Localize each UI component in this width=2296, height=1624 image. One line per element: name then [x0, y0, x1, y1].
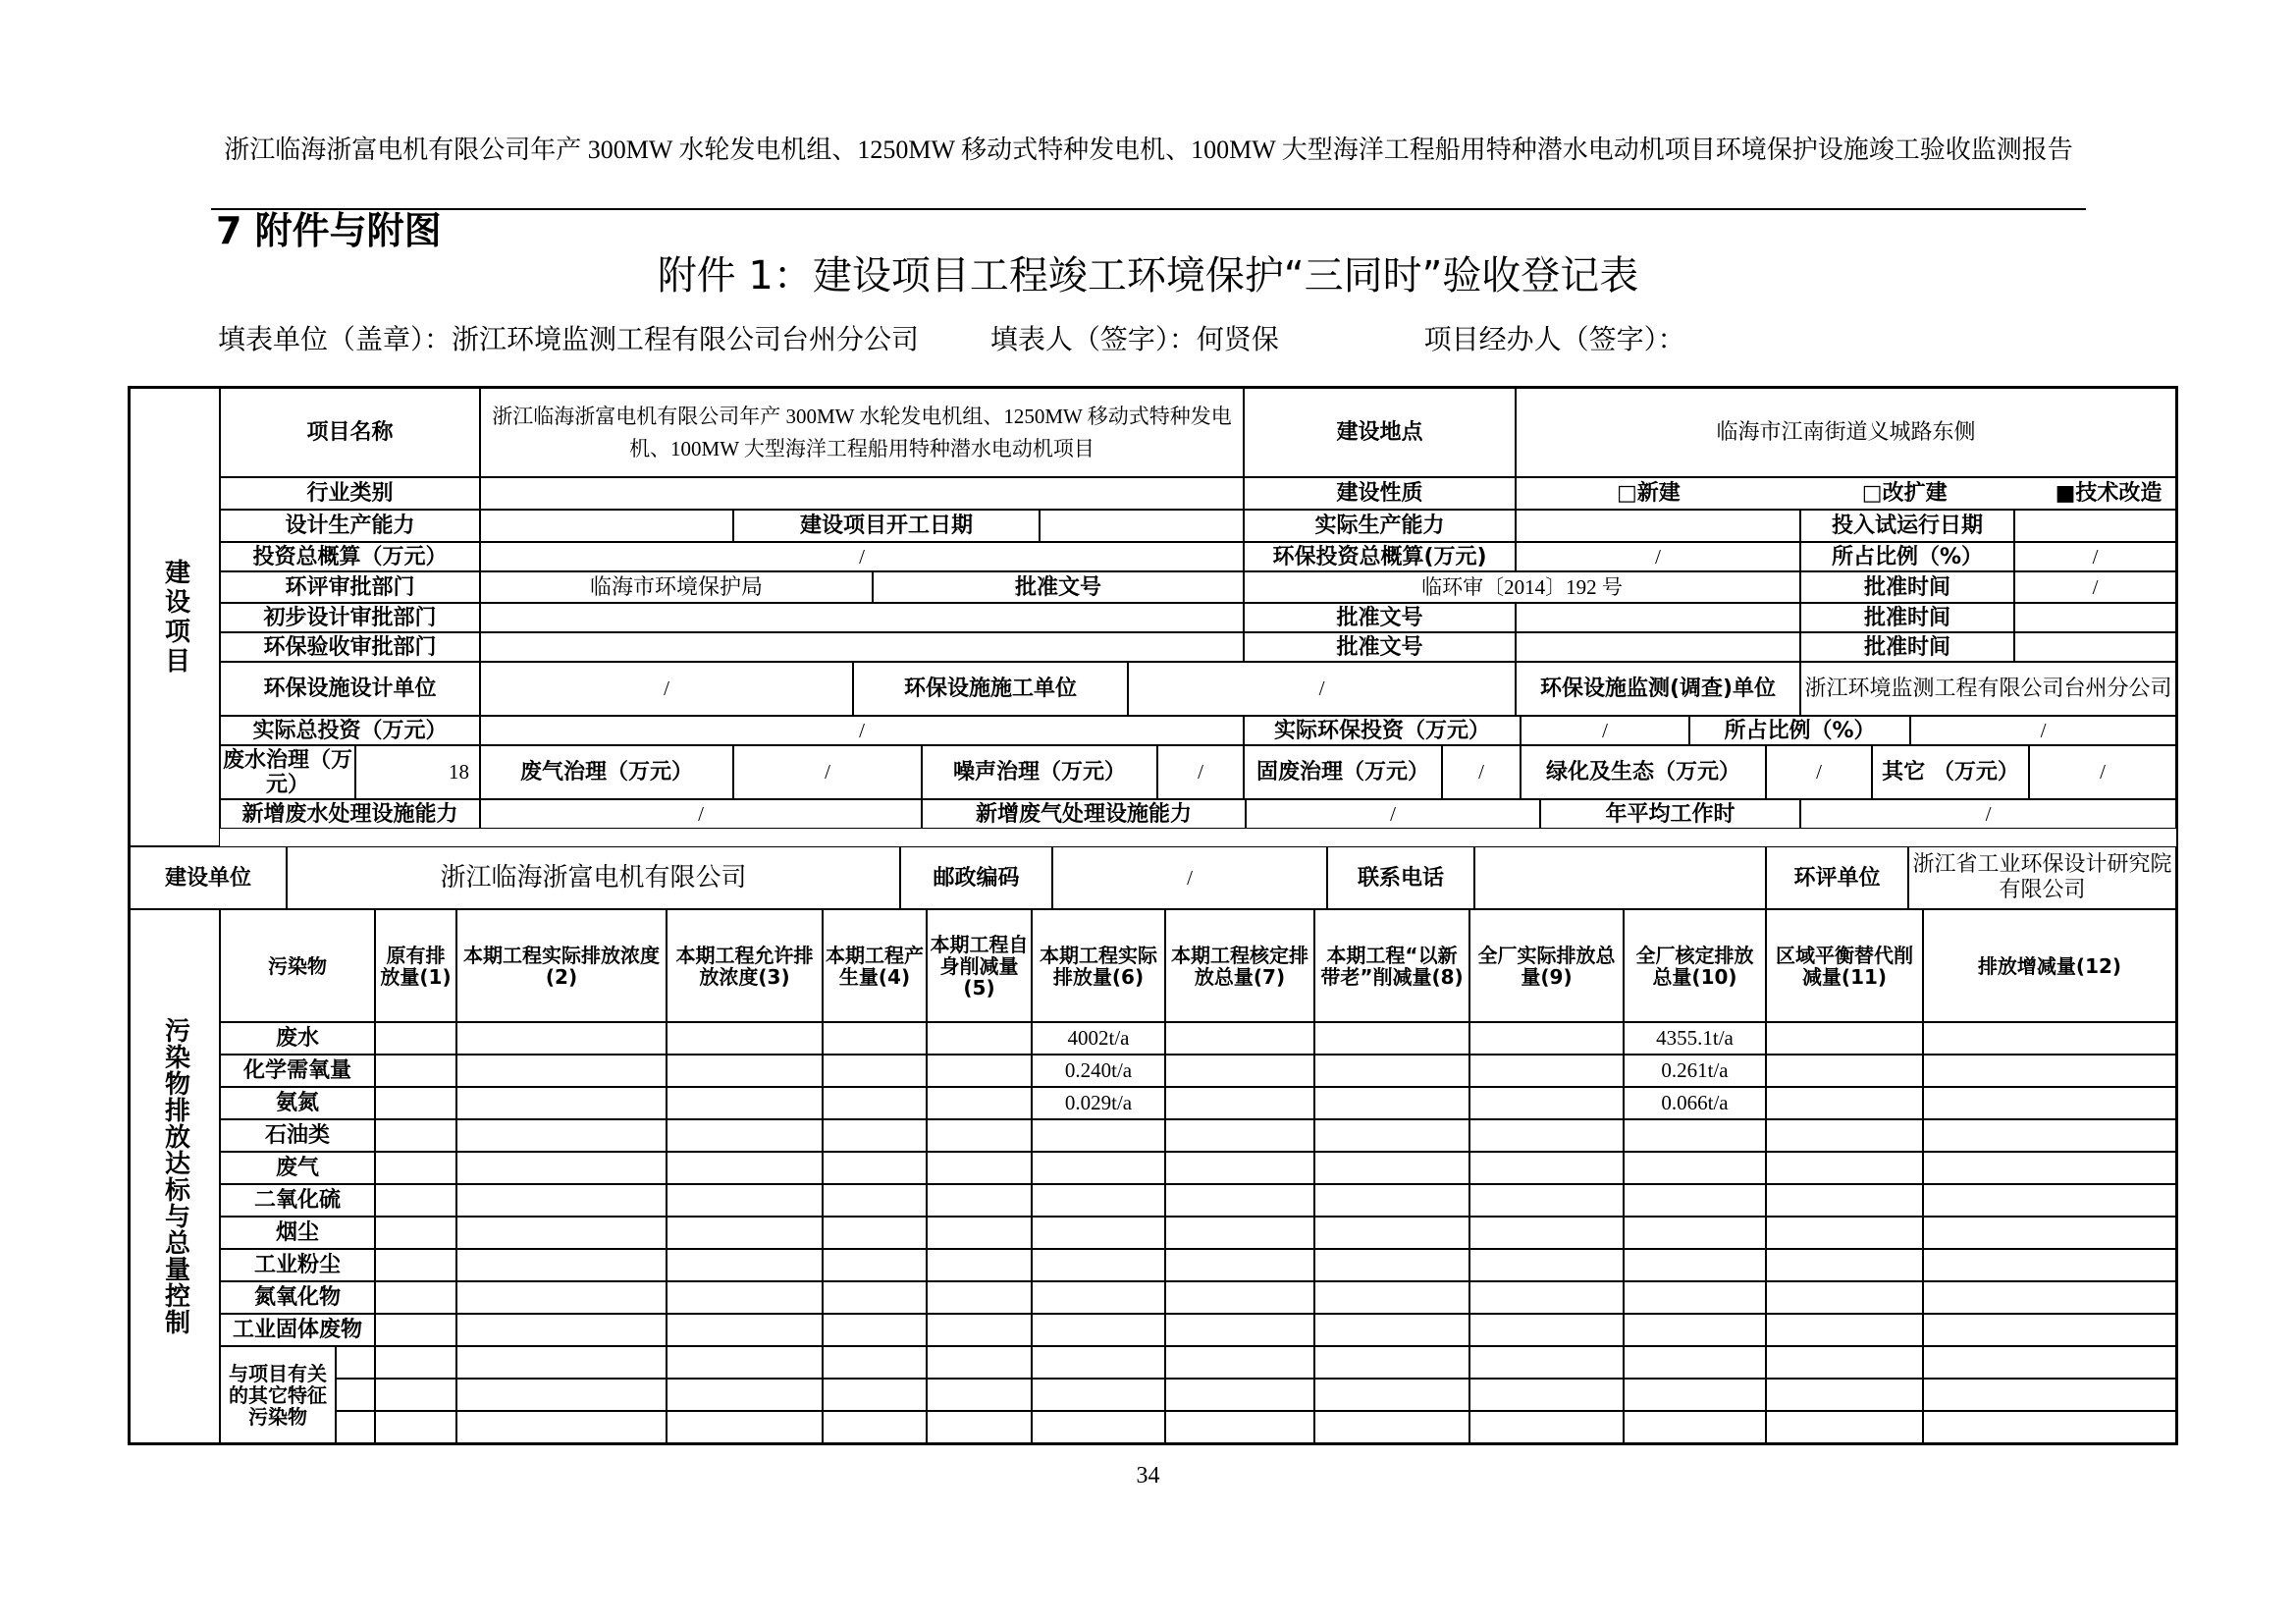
value-phone: [1474, 846, 1766, 909]
pollutant-header-col-13: 排放增减量(12): [1923, 909, 2176, 1022]
empty-cell: [823, 1087, 927, 1119]
empty-cell: [1314, 1411, 1469, 1443]
empty-cell: [1314, 1379, 1469, 1411]
empty-cell: [1766, 1249, 1923, 1281]
empty-cell: [1469, 1217, 1624, 1249]
label-approval-no: 批准文号: [873, 571, 1244, 603]
empty-cell: [456, 1346, 667, 1379]
empty-cell: [823, 1119, 927, 1152]
empty-cell: [823, 1346, 927, 1379]
empty-cell: [1766, 1379, 1923, 1411]
value-actual-capacity: [1516, 510, 1800, 542]
pollutant-header-col-7: 本期工程实际排放量(6): [1032, 909, 1165, 1022]
pollutant-name: 化学需氧量: [220, 1055, 375, 1087]
empty-cell: [1766, 1152, 1923, 1184]
nature-expand: □改扩建: [1861, 481, 1948, 506]
actual-emission-cell: 4002t/a: [1032, 1022, 1165, 1055]
manager: 项目经办人（签字）：: [1423, 323, 1685, 355]
label-design-capacity: 设计生产能力: [220, 510, 480, 542]
empty-cell: [1766, 1022, 1923, 1055]
empty-cell: [456, 1249, 667, 1281]
value-env-investment-budget: /: [1516, 542, 1800, 571]
empty-cell: [1923, 1314, 2176, 1346]
empty-cell: [1032, 1411, 1165, 1443]
empty-cell: [667, 1087, 823, 1119]
pollutant-name: 氮氧化物: [220, 1281, 375, 1314]
empty-cell: [1314, 1184, 1469, 1217]
annex-title: 附件 1：建设项目工程竣工环境保护“三同时”验收登记表: [657, 253, 1639, 298]
actual-emission-cell: 0.240t/a: [1032, 1055, 1165, 1087]
label-actual-capacity: 实际生产能力: [1244, 510, 1516, 542]
empty-cell: [927, 1022, 1032, 1055]
empty-cell: [1469, 1087, 1624, 1119]
empty-cell: [456, 1055, 667, 1087]
empty-cell: [667, 1249, 823, 1281]
value-eia-unit: 浙江省工业环保设计研究院有限公司: [1908, 846, 2176, 909]
label-solid-treatment: 固废治理（万元）: [1244, 745, 1442, 799]
empty-cell: [823, 1411, 927, 1443]
value-other: /: [2029, 745, 2176, 799]
value-acceptance-dept: [480, 632, 1244, 662]
actual-emission-cell: [1032, 1184, 1165, 1217]
section-title: 7 附件与附图: [216, 209, 442, 252]
label-env-investment-budget: 环保投资总概算(万元): [1244, 542, 1516, 571]
empty-cell: [1165, 1184, 1314, 1217]
other-pollutants-label: 与项目有关的其它特征污染物: [220, 1346, 336, 1443]
value-new-ww-capacity: /: [480, 799, 922, 829]
empty-cell: [1469, 1379, 1624, 1411]
empty-cell: [667, 1346, 823, 1379]
empty-cell: [1165, 1022, 1314, 1055]
value-prelim-dept: [480, 603, 1244, 632]
label-investment-budget: 投资总概算（万元）: [220, 542, 480, 571]
empty-cell: [1766, 1346, 1923, 1379]
header-divider: [211, 208, 2086, 210]
label-other: 其它 （万元）: [1872, 745, 2029, 799]
value-nature: [1516, 477, 2176, 510]
value-approval-no: 临环审〔2014〕192 号: [1244, 571, 1800, 603]
pollutant-name: 工业固体废物: [220, 1314, 375, 1346]
value-investment-budget: /: [480, 542, 1244, 571]
label-ratio: 所占比例（%）: [1800, 542, 2014, 571]
empty-cell: [927, 1055, 1032, 1087]
actual-emission-cell: [1032, 1119, 1165, 1152]
value-actual-env-investment: /: [1521, 716, 1689, 745]
empty-cell: [375, 1249, 456, 1281]
total-emission-cell: 0.261t/a: [1624, 1055, 1766, 1087]
empty-cell: [823, 1281, 927, 1314]
empty-cell: [1165, 1152, 1314, 1184]
pollutant-name: 废气: [220, 1152, 375, 1184]
pollutant-name: 烟尘: [220, 1217, 375, 1249]
other-pollutant-name-cell: [336, 1411, 375, 1443]
value-wastewater-treatment: 18: [355, 745, 480, 799]
section-pollutants-label: 污染物排放达标与总量控制: [130, 909, 220, 1443]
empty-cell: [1165, 1217, 1314, 1249]
empty-cell: [1165, 1411, 1314, 1443]
empty-cell: [1923, 1346, 2176, 1379]
empty-cell: [927, 1249, 1032, 1281]
value-approval-time: /: [2014, 571, 2176, 603]
empty-cell: [667, 1022, 823, 1055]
total-emission-cell: [1624, 1249, 1766, 1281]
empty-cell: [1469, 1055, 1624, 1087]
pollutant-header-col-3: 本期工程实际排放浓度(2): [456, 909, 667, 1022]
acceptance-registration-form: [128, 386, 2178, 1445]
value-acceptance-approval-time: [2014, 632, 2176, 662]
label-location: 建设地点: [1244, 388, 1516, 477]
label-eia-unit: 环评单位: [1766, 846, 1908, 909]
label-trial-date: 投入试运行日期: [1800, 510, 2014, 542]
empty-cell: [1923, 1379, 2176, 1411]
empty-cell: [1766, 1184, 1923, 1217]
empty-cell: [927, 1314, 1032, 1346]
nature-new: □新建: [1617, 481, 1681, 506]
value-prelim-approval-time: [2014, 603, 2176, 632]
empty-cell: [1165, 1314, 1314, 1346]
label-start-date: 建设项目开工日期: [733, 510, 1040, 542]
value-acceptance-approval-no: [1516, 632, 1800, 662]
value-actual-investment: /: [480, 716, 1244, 745]
actual-emission-cell: [1032, 1314, 1165, 1346]
total-emission-cell: 4355.1t/a: [1624, 1022, 1766, 1055]
empty-cell: [667, 1217, 823, 1249]
value-start-date: [1040, 510, 1244, 542]
empty-cell: [1766, 1411, 1923, 1443]
value-ratio: /: [2014, 542, 2176, 571]
empty-cell: [456, 1022, 667, 1055]
empty-cell: [375, 1411, 456, 1443]
empty-cell: [927, 1346, 1032, 1379]
total-emission-cell: [1624, 1184, 1766, 1217]
total-emission-cell: [1624, 1119, 1766, 1152]
actual-emission-cell: [1032, 1152, 1165, 1184]
value-wastegas-treatment: /: [733, 745, 922, 799]
empty-cell: [1314, 1022, 1469, 1055]
empty-cell: [927, 1119, 1032, 1152]
pollutant-header-col-6: 本期工程自身削减量(5): [927, 909, 1032, 1022]
empty-cell: [375, 1346, 456, 1379]
empty-cell: [1469, 1249, 1624, 1281]
other-pollutant-name-cell: [336, 1346, 375, 1379]
empty-cell: [1923, 1055, 2176, 1087]
empty-cell: [1032, 1346, 1165, 1379]
value-project-name: 浙江临海浙富电机有限公司年产 300MW 水轮发电机组、1250MW 移动式特种发电机、100MW 大型海洋工程船用特种潜水电动机项目: [480, 388, 1244, 477]
empty-cell: [927, 1281, 1032, 1314]
pollutant-name: 二氧化硫: [220, 1184, 375, 1217]
empty-cell: [1766, 1055, 1923, 1087]
empty-cell: [1469, 1152, 1624, 1184]
value-env-design-unit: /: [480, 662, 853, 716]
empty-cell: [1923, 1022, 2176, 1055]
empty-cell: [1469, 1119, 1624, 1152]
empty-cell: [456, 1379, 667, 1411]
empty-cell: [1624, 1379, 1766, 1411]
empty-cell: [1165, 1087, 1314, 1119]
empty-cell: [823, 1379, 927, 1411]
empty-cell: [1314, 1152, 1469, 1184]
empty-cell: [1165, 1055, 1314, 1087]
empty-cell: [1469, 1281, 1624, 1314]
pollutant-header-col-5: 本期工程产生量(4): [823, 909, 927, 1022]
nature-tech: ■技术改造: [2055, 481, 2163, 506]
empty-cell: [1314, 1314, 1469, 1346]
pollutant-header-col-12: 区域平衡替代削减量(11): [1766, 909, 1923, 1022]
empty-cell: [667, 1055, 823, 1087]
label-prelim-dept: 初步设计审批部门: [220, 603, 480, 632]
empty-cell: [456, 1281, 667, 1314]
value-postcode: /: [1052, 846, 1327, 909]
actual-emission-cell: [1032, 1217, 1165, 1249]
empty-cell: [456, 1119, 667, 1152]
empty-cell: [456, 1184, 667, 1217]
empty-cell: [1314, 1346, 1469, 1379]
label-prelim-approval-no: 批准文号: [1244, 603, 1516, 632]
empty-cell: [1923, 1119, 2176, 1152]
empty-cell: [1165, 1249, 1314, 1281]
empty-cell: [1766, 1087, 1923, 1119]
value-eia-dept: 临海市环境保护局: [480, 571, 873, 603]
empty-cell: [1923, 1411, 2176, 1443]
value-design-capacity: [480, 510, 733, 542]
empty-cell: [823, 1184, 927, 1217]
empty-cell: [1766, 1119, 1923, 1152]
value-env-construction-unit: /: [1128, 662, 1516, 716]
actual-emission-cell: [1032, 1249, 1165, 1281]
empty-cell: [375, 1184, 456, 1217]
total-emission-cell: [1624, 1281, 1766, 1314]
label-postcode: 邮政编码: [900, 846, 1052, 909]
empty-cell: [1923, 1184, 2176, 1217]
total-emission-cell: [1624, 1152, 1766, 1184]
label-industry: 行业类别: [220, 477, 480, 510]
empty-cell: [1766, 1281, 1923, 1314]
empty-cell: [1624, 1411, 1766, 1443]
empty-cell: [1469, 1184, 1624, 1217]
empty-cell: [1766, 1217, 1923, 1249]
report-header: 浙江临海浙富电机有限公司年产 300MW 水轮发电机组、1250MW 移动式特种发电机、100MW 大型海洋工程船用特种潜水电动机项目环境保护设施竣工验收监测报告: [224, 135, 2073, 164]
empty-cell: [927, 1184, 1032, 1217]
pollutant-header-col-8: 本期工程核定排放总量(7): [1165, 909, 1314, 1022]
empty-cell: [823, 1152, 927, 1184]
empty-cell: [667, 1152, 823, 1184]
empty-cell: [667, 1184, 823, 1217]
label-ratio2: 所占比例（%）: [1689, 716, 1910, 745]
empty-cell: [375, 1379, 456, 1411]
label-wastewater-treatment: 废水治理（万元）: [220, 745, 355, 799]
label-new-ww-capacity: 新增废水处理设施能力: [220, 799, 480, 829]
section-construction-label: 建设项目: [130, 388, 220, 846]
empty-cell: [375, 1119, 456, 1152]
label-nature: 建设性质: [1244, 477, 1516, 510]
label-approval-time: 批准时间: [1800, 571, 2014, 603]
empty-cell: [456, 1411, 667, 1443]
empty-cell: [1314, 1217, 1469, 1249]
empty-cell: [1165, 1379, 1314, 1411]
empty-cell: [456, 1087, 667, 1119]
value-noise-treatment: /: [1157, 745, 1244, 799]
label-actual-env-investment: 实际环保投资（万元）: [1244, 716, 1521, 745]
empty-cell: [375, 1217, 456, 1249]
label-eia-dept: 环评审批部门: [220, 571, 480, 603]
value-trial-date: [2014, 510, 2176, 542]
value-location: 临海市江南街道义城路东侧: [1516, 388, 2176, 477]
total-emission-cell: [1624, 1217, 1766, 1249]
empty-cell: [667, 1411, 823, 1443]
pollutant-table: [220, 909, 2176, 1443]
empty-cell: [823, 1055, 927, 1087]
value-new-wg-capacity: /: [1246, 799, 1540, 829]
value-env-monitor-unit: 浙江环境监测工程有限公司台州分公司: [1800, 662, 2176, 716]
pollutant-header-col-9: 本期工程“以新带老”削减量(8): [1314, 909, 1469, 1022]
label-actual-investment: 实际总投资（万元）: [220, 716, 480, 745]
value-annual-hours: /: [1800, 799, 2176, 829]
actual-emission-cell: 0.029t/a: [1032, 1087, 1165, 1119]
empty-cell: [456, 1217, 667, 1249]
label-acceptance-approval-no: 批准文号: [1244, 632, 1516, 662]
value-ratio2: /: [1910, 716, 2176, 745]
pollutant-header-col-10: 全厂实际排放总量(9): [1469, 909, 1624, 1022]
empty-cell: [1314, 1281, 1469, 1314]
empty-cell: [1314, 1087, 1469, 1119]
empty-cell: [1165, 1119, 1314, 1152]
empty-cell: [1165, 1346, 1314, 1379]
label-annual-hours: 年平均工作时: [1540, 799, 1800, 829]
filler: 填表人（签字）：何贤保: [989, 323, 1279, 355]
label-env-construction-unit: 环保设施施工单位: [853, 662, 1128, 716]
empty-cell: [823, 1249, 927, 1281]
empty-cell: [823, 1314, 927, 1346]
fill-unit: 填表单位（盖章）：浙江环境监测工程有限公司台州分公司: [218, 323, 920, 355]
empty-cell: [1766, 1314, 1923, 1346]
empty-cell: [927, 1411, 1032, 1443]
empty-cell: [1314, 1119, 1469, 1152]
empty-cell: [1469, 1314, 1624, 1346]
empty-cell: [823, 1022, 927, 1055]
value-greening: /: [1766, 745, 1872, 799]
empty-cell: [927, 1217, 1032, 1249]
label-phone: 联系电话: [1327, 846, 1474, 909]
empty-cell: [375, 1314, 456, 1346]
pollutant-header-col-1: 污染物: [220, 909, 375, 1022]
label-env-design-unit: 环保设施设计单位: [220, 662, 480, 716]
empty-cell: [1469, 1346, 1624, 1379]
label-wastegas-treatment: 废气治理（万元）: [480, 745, 733, 799]
empty-cell: [1923, 1217, 2176, 1249]
empty-cell: [823, 1217, 927, 1249]
empty-cell: [667, 1379, 823, 1411]
empty-cell: [375, 1152, 456, 1184]
pollutant-name: 石油类: [220, 1119, 375, 1152]
empty-cell: [1923, 1249, 2176, 1281]
empty-cell: [1469, 1411, 1624, 1443]
pollutant-name: 氨氮: [220, 1087, 375, 1119]
empty-cell: [1469, 1022, 1624, 1055]
label-new-wg-capacity: 新增废气处理设施能力: [922, 799, 1246, 829]
empty-cell: [375, 1022, 456, 1055]
empty-cell: [456, 1152, 667, 1184]
label-acceptance-approval-time: 批准时间: [1800, 632, 2014, 662]
empty-cell: [667, 1281, 823, 1314]
label-builder: 建设单位: [130, 846, 287, 909]
actual-emission-cell: [1032, 1281, 1165, 1314]
empty-cell: [1923, 1281, 2176, 1314]
value-prelim-approval-no: [1516, 603, 1800, 632]
empty-cell: [1314, 1249, 1469, 1281]
empty-cell: [375, 1281, 456, 1314]
value-solid-treatment: /: [1442, 745, 1521, 799]
empty-cell: [1923, 1152, 2176, 1184]
empty-cell: [667, 1119, 823, 1152]
label-env-monitor-unit: 环保设施监测(调查)单位: [1516, 662, 1800, 716]
label-noise-treatment: 噪声治理（万元）: [922, 745, 1157, 799]
pollutant-header-col-4: 本期工程允许排放浓度(3): [667, 909, 823, 1022]
label-greening: 绿化及生态（万元）: [1521, 745, 1766, 799]
empty-cell: [927, 1152, 1032, 1184]
empty-cell: [1032, 1379, 1165, 1411]
empty-cell: [375, 1055, 456, 1087]
label-acceptance-dept: 环保验收审批部门: [220, 632, 480, 662]
pollutant-header-col-11: 全厂核定排放总量(10): [1624, 909, 1766, 1022]
pollutant-header-col-2: 原有排放量(1): [375, 909, 456, 1022]
empty-cell: [1314, 1055, 1469, 1087]
empty-cell: [1923, 1087, 2176, 1119]
empty-cell: [927, 1379, 1032, 1411]
value-industry: [480, 477, 1244, 510]
pollutant-name: 工业粉尘: [220, 1249, 375, 1281]
pollutant-name: 废水: [220, 1022, 375, 1055]
fill-info-line: [218, 320, 1685, 359]
empty-cell: [375, 1087, 456, 1119]
total-emission-cell: 0.066t/a: [1624, 1087, 1766, 1119]
label-prelim-approval-time: 批准时间: [1800, 603, 2014, 632]
empty-cell: [1165, 1281, 1314, 1314]
empty-cell: [927, 1087, 1032, 1119]
page-number: 34: [1136, 1463, 1160, 1489]
total-emission-cell: [1624, 1314, 1766, 1346]
empty-cell: [456, 1314, 667, 1346]
value-builder: 浙江临海浙富电机有限公司: [287, 846, 900, 909]
label-project-name: 项目名称: [220, 388, 480, 477]
empty-cell: [1624, 1346, 1766, 1379]
other-pollutant-name-cell: [336, 1379, 375, 1411]
empty-cell: [667, 1314, 823, 1346]
